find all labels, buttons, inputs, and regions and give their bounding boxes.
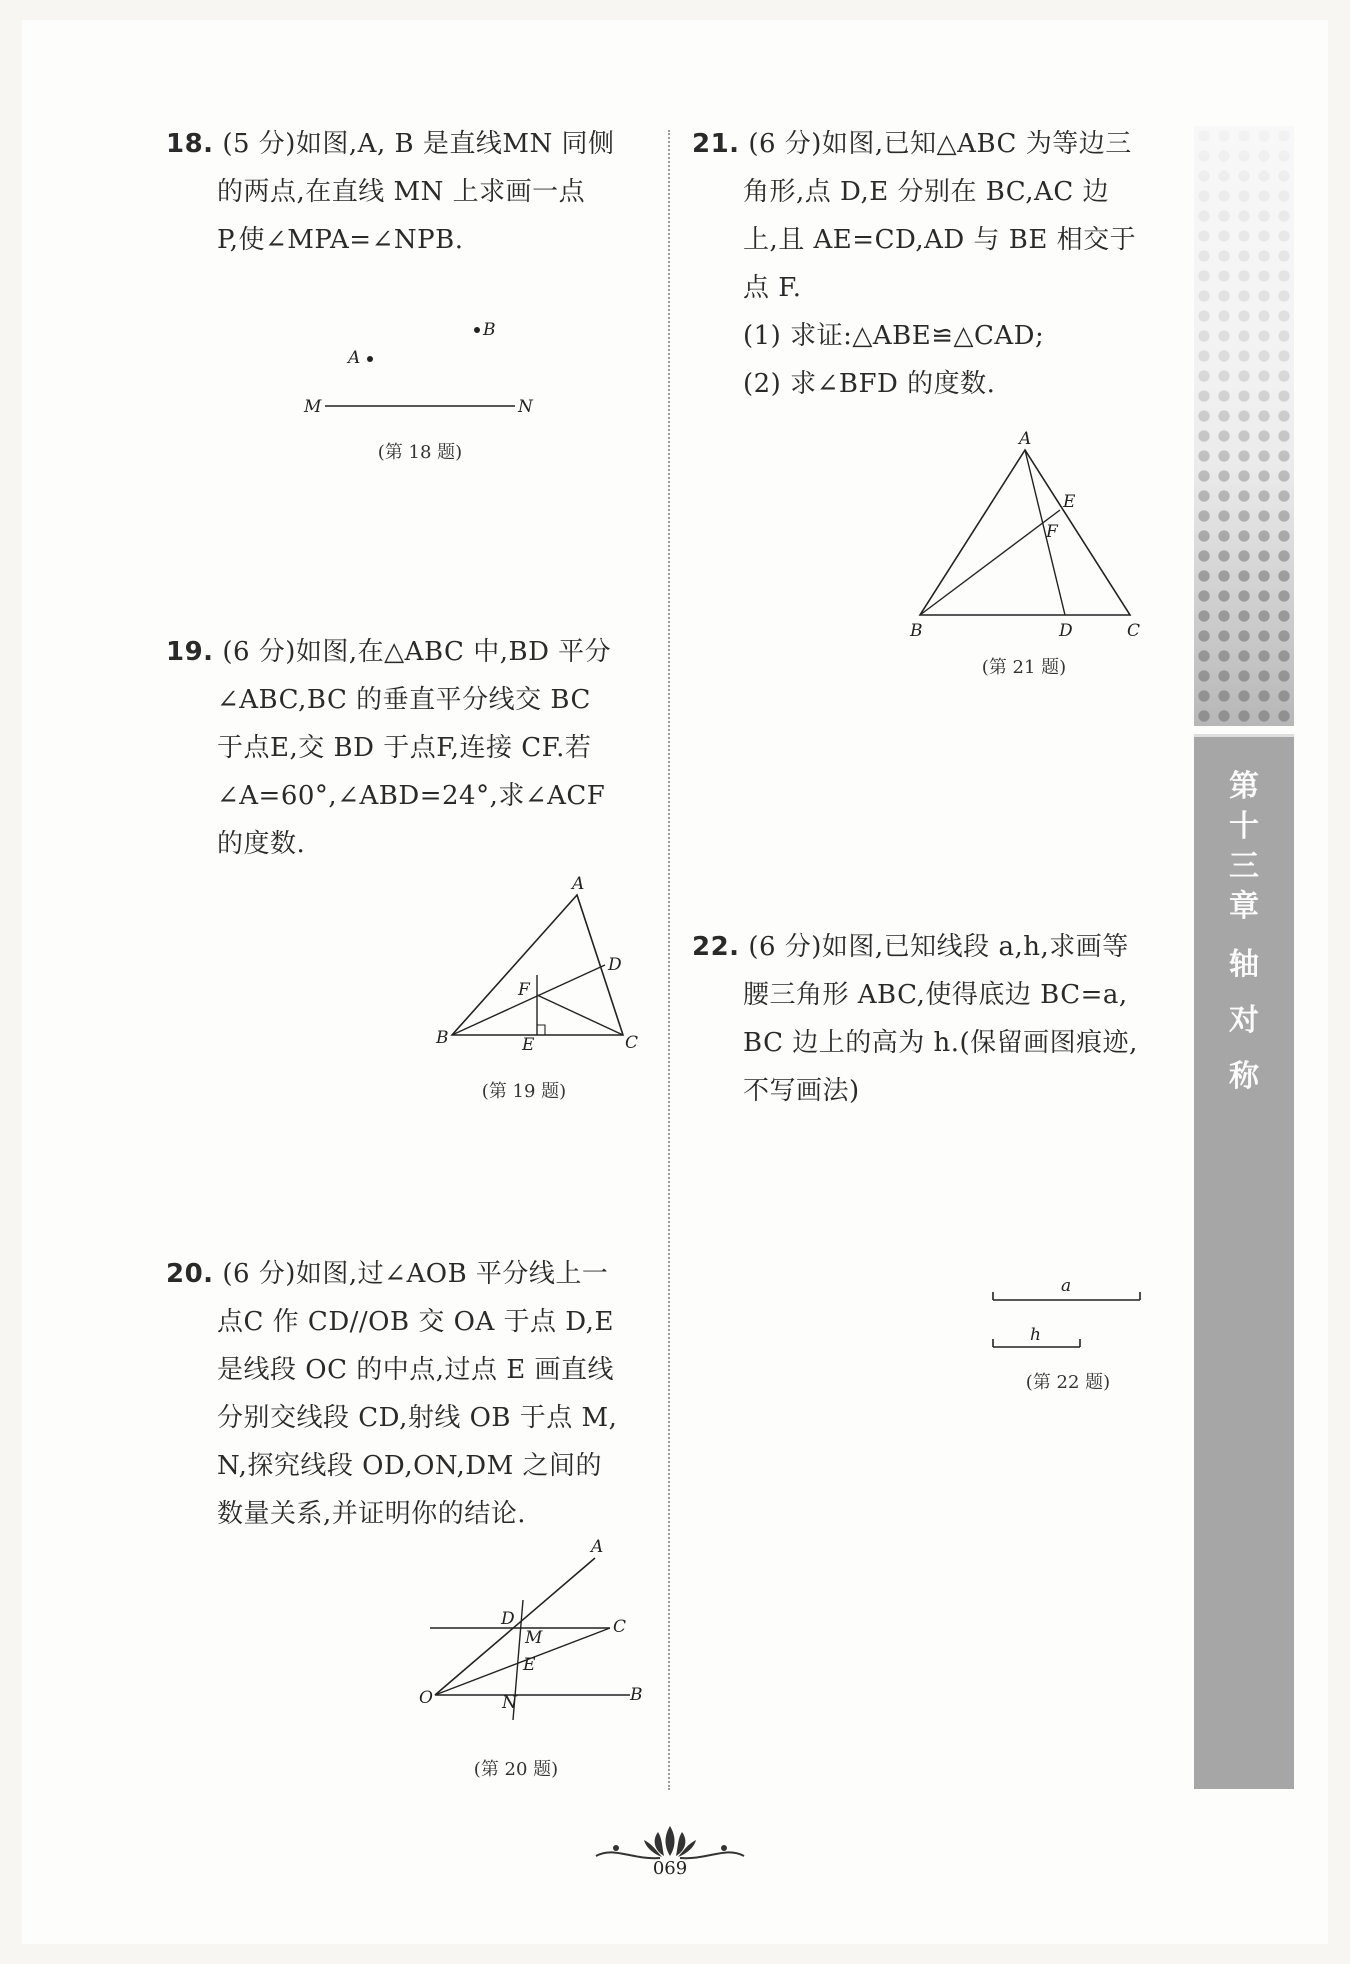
footer-ornament-icon — [594, 1822, 746, 1862]
problem-19 — [166, 628, 611, 868]
problem-line: 是线段 OC 的中点,过点 E 画直线 — [217, 1355, 615, 1385]
chapter-char: 章 — [1229, 889, 1259, 924]
label-b: B — [630, 1685, 643, 1705]
chapter-tab — [1194, 734, 1294, 1789]
label-d: D — [1059, 621, 1073, 641]
right-angle-mark — [537, 1025, 545, 1035]
label-h: h — [1030, 1325, 1041, 1345]
problem-line: P,使∠MPA=∠NPB. — [217, 225, 464, 255]
segment-cf — [537, 995, 623, 1035]
figure-22 — [985, 1275, 1145, 1355]
problem-number: 20. — [166, 1259, 214, 1289]
figure-20 — [415, 1537, 655, 1720]
label-a: A — [348, 348, 361, 368]
label-f: F — [1046, 522, 1058, 542]
problem-line — [692, 923, 1138, 971]
problem-line: 点 F. — [743, 273, 802, 303]
label-c: C — [1127, 621, 1141, 641]
figure-19 — [430, 875, 650, 1055]
sidebar-pattern — [1194, 126, 1294, 726]
problem-line: 点C 作 CD//OB 交 OA 于点 D,E — [217, 1307, 614, 1337]
label-n: N — [518, 397, 533, 417]
problem-line: 不写画法) — [743, 1076, 860, 1106]
problem-20 — [166, 1250, 617, 1538]
point-b — [474, 327, 480, 333]
label-n: N — [502, 1693, 517, 1713]
problem-line: 的两点,在直线 MN 上求画一点 — [217, 177, 586, 207]
problem-line: 数量关系,并证明你的结论. — [217, 1499, 527, 1529]
label-a: A — [1019, 429, 1032, 449]
problem-line: (1) 求证:△ABE≌△CAD; — [743, 321, 1045, 351]
chapter-char: 三 — [1229, 849, 1259, 884]
point-a — [367, 356, 373, 362]
label-e: E — [523, 1655, 536, 1675]
problem-line: N,探究线段 OD,ON,DM 之间的 — [217, 1451, 603, 1481]
figure-18 — [290, 310, 550, 420]
problem-number: 21. — [692, 129, 740, 159]
ray-oa — [435, 1558, 595, 1695]
label-a: a — [1061, 1276, 1072, 1296]
label-a: A — [591, 1537, 604, 1557]
figure-21 — [905, 430, 1155, 645]
problem-text: (6 分)如图,在△ABC 中,BD 平分 — [222, 637, 612, 667]
problem-line: 上,且 AE=CD,AD 与 BE 相交于 — [743, 225, 1137, 255]
label-c: C — [625, 1033, 639, 1053]
problem-line: 腰三角形 ABC,使得底边 BC=a, — [743, 980, 1128, 1010]
label-d: D — [608, 955, 622, 975]
problem-line — [166, 628, 611, 676]
problem-text: (6 分)如图,已知△ABC 为等边三 — [748, 129, 1132, 159]
figure-22-caption: (第 22 题) — [1025, 1372, 1111, 1393]
label-e: E — [1063, 492, 1076, 512]
problem-number: 22. — [692, 932, 740, 962]
chapter-label — [1194, 767, 1294, 1097]
label-b: B — [910, 621, 923, 641]
problem-number: 19. — [166, 637, 214, 667]
label-f: F — [518, 980, 530, 1000]
chapter-sidebar — [1194, 126, 1294, 1786]
chapter-char: 对 — [1229, 1003, 1259, 1038]
problem-number: 18. — [166, 129, 214, 159]
chapter-char: 第 — [1229, 769, 1259, 804]
problem-line: 角形,点 D,E 分别在 BC,AC 边 — [743, 177, 1109, 207]
figure-21-caption: (第 21 题) — [981, 657, 1067, 678]
label-c: C — [613, 1617, 627, 1637]
label-m: M — [304, 397, 322, 417]
problem-line: ∠ABC,BC 的垂直平分线交 BC — [217, 685, 591, 715]
problem-line: (2) 求∠BFD 的度数. — [743, 369, 996, 399]
figure-19-caption: (第 19 题) — [481, 1081, 567, 1102]
label-b: B — [483, 320, 496, 340]
figure-20-caption: (第 20 题) — [473, 1759, 559, 1780]
column-divider — [668, 130, 670, 1790]
problem-line: BC 边上的高为 h.(保留画图痕迹, — [743, 1028, 1138, 1058]
problem-line: 分别交线段 CD,射线 OB 于点 M, — [217, 1403, 618, 1433]
problem-text: (6 分)如图,过∠AOB 平分线上一 — [222, 1259, 609, 1289]
label-a: A — [572, 874, 585, 894]
problem-line: 于点E,交 BD 于点F,连接 CF.若 — [217, 733, 592, 763]
problem-text: (5 分)如图,A, B 是直线MN 同侧 — [222, 129, 615, 159]
problem-text: (6 分)如图,已知线段 a,h,求画等 — [748, 932, 1129, 962]
label-d: D — [501, 1609, 515, 1629]
segment-bd — [452, 965, 605, 1035]
problem-line — [692, 120, 1136, 168]
page-number: 069 — [652, 1858, 688, 1879]
segment-be — [920, 510, 1060, 615]
label-b: B — [436, 1028, 449, 1048]
label-m: M — [525, 1628, 543, 1648]
problem-18 — [166, 120, 615, 264]
chapter-char: 十 — [1229, 809, 1259, 844]
problem-21 — [692, 120, 1136, 408]
problem-line — [166, 1250, 617, 1298]
chapter-char: 轴 — [1229, 947, 1259, 982]
problem-22 — [692, 923, 1138, 1115]
problem-line: ∠A=60°,∠ABD=24°,求∠ACF — [217, 781, 606, 811]
figure-18-caption: (第 18 题) — [377, 442, 463, 463]
label-o: O — [419, 1688, 433, 1708]
triangle-abc — [920, 450, 1130, 615]
label-e: E — [522, 1035, 535, 1055]
problem-line: 的度数. — [217, 829, 306, 859]
problem-line — [166, 120, 615, 168]
chapter-char: 称 — [1229, 1059, 1259, 1094]
